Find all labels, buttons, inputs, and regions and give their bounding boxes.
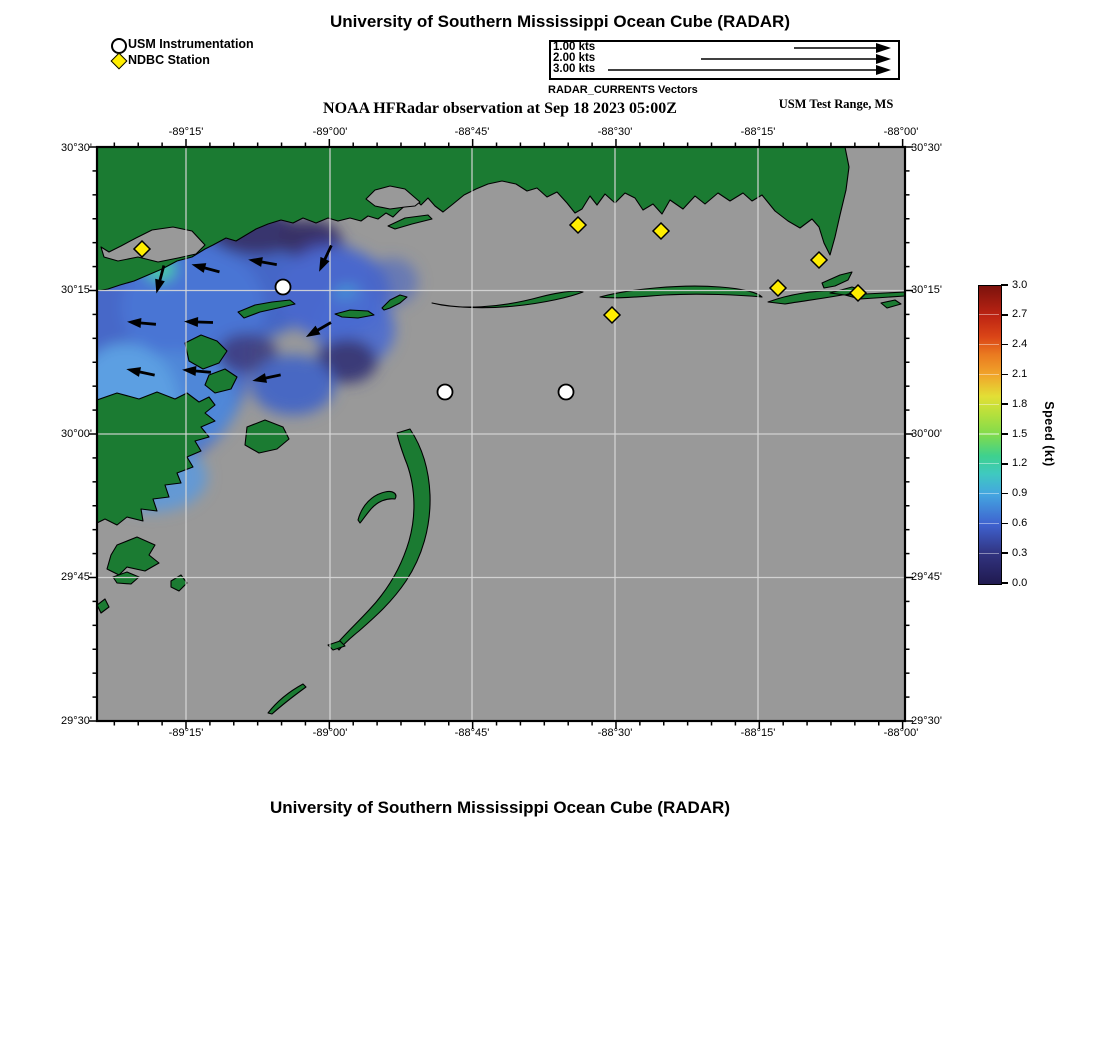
colorbar-gridline: [979, 344, 999, 345]
ndbc-station-icon: [111, 53, 128, 70]
x-tick-label: -88°45': [454, 727, 490, 739]
x-tick-label: -89°00': [312, 126, 348, 138]
y-tick-label: 30°30': [61, 142, 92, 154]
colorbar-gridline: [979, 523, 999, 524]
colorbar-tick: [1001, 284, 1008, 286]
usm-station-marker: [438, 385, 453, 400]
legend-ndbc-label: NDBC Station: [128, 53, 210, 67]
test-range-label: USM Test Range, MS: [778, 97, 894, 111]
colorbar: [978, 285, 1002, 585]
x-tick-label: -88°00': [883, 126, 919, 138]
colorbar-tick: [1001, 344, 1008, 346]
x-tick-label: -89°15': [168, 126, 204, 138]
colorbar-tick: [1001, 552, 1008, 554]
x-tick-label: -88°45': [454, 126, 490, 138]
colorbar-tick: [1001, 374, 1008, 376]
x-tick-label: -88°15': [740, 126, 776, 138]
x-tick-label: -88°30': [597, 727, 633, 739]
x-tick-label: -88°30': [597, 126, 633, 138]
scale-arrow-head: [876, 65, 891, 75]
x-tick-label: -89°00': [312, 727, 348, 739]
y-tick-label: 29°45': [911, 571, 942, 583]
colorbar-tick-label: 1.5: [1012, 427, 1028, 440]
colorbar-tick: [1001, 433, 1008, 435]
colorbar-tick-label: 1.2: [1012, 457, 1028, 470]
y-tick-label: 30°30': [911, 142, 942, 154]
usm-station-marker: [276, 280, 291, 295]
colorbar-tick-label: 0.3: [1012, 546, 1028, 559]
colorbar-tick-label: 0.6: [1012, 516, 1028, 529]
y-tick-label: 29°30': [911, 715, 942, 727]
y-tick-label: 30°15': [911, 284, 942, 296]
legend-usm-label: USM Instrumentation: [128, 37, 254, 51]
colorbar-tick: [1001, 314, 1008, 316]
scale-arrow-head: [876, 54, 891, 64]
colorbar-tick-label: 0.9: [1012, 487, 1028, 500]
colorbar-gridline: [979, 553, 999, 554]
map: [85, 135, 917, 733]
y-tick-label: 30°15': [61, 284, 92, 296]
x-tick-label: -89°15': [168, 727, 204, 739]
vector-scale-3kt-label: 3.00 kts: [553, 63, 596, 75]
page-title: University of Southern Mississippi Ocean Cube (RADAR): [329, 12, 790, 31]
colorbar-gridline: [979, 314, 999, 315]
colorbar-tick: [1001, 403, 1008, 405]
colorbar-gridline: [979, 493, 999, 494]
colorbar-tick-label: 2.7: [1012, 308, 1028, 321]
colorbar-gridline: [979, 463, 999, 464]
scale-arrow-head: [876, 43, 891, 53]
y-tick-label: 30°00': [911, 428, 942, 440]
colorbar-tick: [1001, 582, 1008, 584]
y-tick-label: 29°45': [61, 571, 92, 583]
colorbar-tick-label: 0.0: [1012, 576, 1028, 589]
vector-scale-caption: RADAR_CURRENTS Vectors: [548, 84, 698, 96]
colorbar-tick-label: 2.1: [1012, 367, 1028, 380]
colorbar-gridline: [979, 404, 999, 405]
vector-scale-1kt-label: 1.00 kts: [553, 41, 596, 53]
vector-scale-2kt-label: 2.00 kts: [553, 52, 596, 64]
x-tick-label: -88°00': [883, 727, 919, 739]
colorbar-tick-label: 3.0: [1012, 278, 1028, 291]
x-tick-label: -88°15': [740, 727, 776, 739]
footer-title: University of Southern Mississippi Ocean Cube (RADAR): [269, 798, 730, 817]
colorbar-tick-label: 1.8: [1012, 397, 1028, 410]
y-tick-label: 29°30': [61, 715, 92, 727]
colorbar-title: Speed (kt): [1042, 401, 1056, 467]
observation-subtitle: NOAA HFRadar observation at Sep 18 2023 05:00Z: [323, 100, 677, 117]
usm-station-marker: [559, 385, 574, 400]
colorbar-gridline: [979, 433, 999, 434]
colorbar-tick: [1001, 493, 1008, 495]
y-tick-label: 30°00': [61, 428, 92, 440]
colorbar-tick: [1001, 463, 1008, 465]
colorbar-tick-label: 2.4: [1012, 338, 1028, 351]
vector-scale-arrows: [550, 41, 895, 75]
speed-blob: [251, 355, 335, 415]
colorbar-tick: [1001, 523, 1008, 525]
colorbar-gridline: [979, 374, 999, 375]
